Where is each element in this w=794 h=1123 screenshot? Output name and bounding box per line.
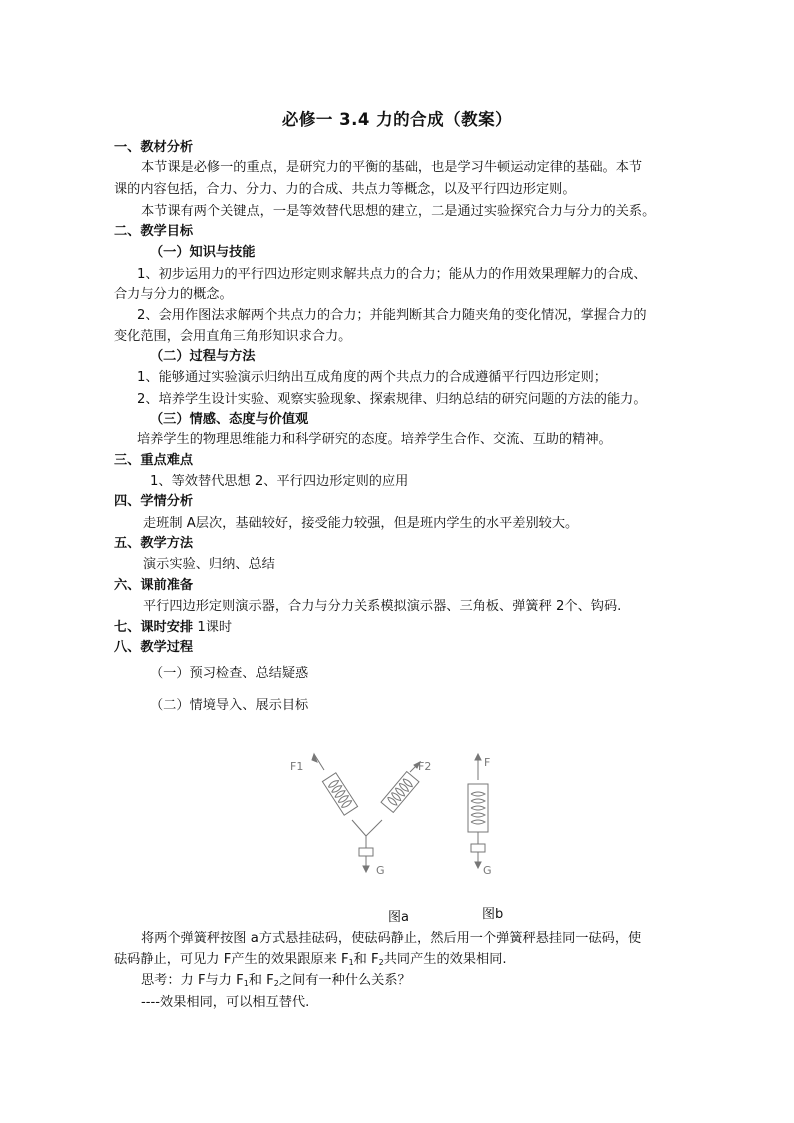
paragraph bbox=[114, 951, 507, 972]
label-f2: F2 bbox=[418, 760, 432, 773]
section-7-line bbox=[114, 619, 232, 637]
subscript: 2 bbox=[378, 958, 384, 967]
right-spring-scale-icon bbox=[381, 772, 419, 813]
paragraph: 本节课是必修一的重点，是研究力的平衡的基础，也是学习牛顿运动定律的基础。本节 bbox=[141, 160, 643, 175]
text-run: 共同产生的效果相同. bbox=[383, 952, 507, 967]
paragraph: 平行四边形定则演示器，合力与分力关系模拟演示器、三角板、弹簧秤 2个、钩码. bbox=[143, 599, 622, 614]
section-heading-1: 一、教材分析 bbox=[114, 140, 194, 155]
text-run: 和 F bbox=[353, 952, 379, 967]
subheading: （三）情感、态度与价值观 bbox=[150, 412, 309, 427]
paragraph: 2、会用作图法求解两个共点力的合力；并能判断其合力随夹角的变化情况，掌握合力的 bbox=[137, 308, 647, 323]
subheading: （一）知识与技能 bbox=[150, 245, 256, 260]
paragraph: 走班制 A层次，基础较好，接受能力较强，但是班内学生的水平差别较大。 bbox=[143, 516, 579, 531]
text-run: 思考：力 F与力 F bbox=[141, 973, 244, 988]
caption-b: 图b bbox=[482, 907, 504, 922]
weight-block-b bbox=[471, 844, 485, 852]
section-heading-6: 六、课前准备 bbox=[114, 578, 194, 593]
text-run: 和 F bbox=[248, 973, 274, 988]
paragraph: 演示实验、归纳、总结 bbox=[143, 557, 275, 572]
process-step: （二）情境导入、展示目标 bbox=[150, 698, 309, 713]
section-heading-4: 四、学情分析 bbox=[114, 494, 194, 509]
single-spring-scale-icon bbox=[468, 784, 488, 832]
section-heading-3: 三、重点难点 bbox=[114, 453, 194, 468]
g-arrow-a-icon bbox=[363, 866, 369, 872]
caption-a: 图a bbox=[388, 910, 409, 925]
section-heading-7: 七、课时安排 bbox=[114, 620, 194, 635]
g-arrow-b-icon bbox=[475, 862, 481, 868]
f1-rope bbox=[314, 754, 324, 770]
subscript: 1 bbox=[348, 958, 354, 967]
section-heading-8: 八、教学过程 bbox=[114, 640, 194, 655]
label-f: F bbox=[484, 756, 491, 769]
right-connector bbox=[366, 820, 382, 836]
label-f1: F1 bbox=[290, 760, 304, 773]
section-heading-5: 五、教学方法 bbox=[114, 536, 194, 551]
paragraph: 2、培养学生设计实验、观察实验现象、探索规律、归纳总结的研究问题的方法的能力。 bbox=[137, 392, 647, 407]
subscript: 1 bbox=[243, 979, 249, 988]
class-hours: 1课时 bbox=[193, 620, 233, 635]
paragraph: 变化范围，会用直角三角形知识求合力。 bbox=[114, 329, 352, 344]
weight-block bbox=[359, 848, 373, 856]
answer: ----效果相同，可以相互替代. bbox=[141, 995, 310, 1010]
page-title: 必修一 3.4 力的合成（教案） bbox=[281, 110, 513, 129]
section-heading-2: 二、教学目标 bbox=[114, 224, 194, 239]
text-run: 之间有一种什么关系？ bbox=[278, 973, 411, 988]
question bbox=[141, 972, 411, 993]
paragraph: 培养学生的物理思维能力和科学研究的态度。培养学生合作、交流、互助的精神。 bbox=[137, 432, 612, 447]
paragraph: 本节课有两个关键点，一是等效替代思想的建立，二是通过实验探究合力与分力的关系。 bbox=[141, 204, 656, 219]
paragraph: 1、初步运用力的平行四边形定则求解共点力的合力；能从力的作用效果理解力的合成、 bbox=[137, 267, 647, 282]
label-g-b: G bbox=[483, 864, 492, 877]
left-connector bbox=[352, 820, 366, 836]
left-spring-scale-icon bbox=[322, 773, 357, 815]
paragraph: 1、能够通过实验演示归纳出互成角度的两个共点力的合成遵循平行四边形定则； bbox=[137, 370, 607, 385]
label-g-a: G bbox=[376, 864, 385, 877]
spring-scale-figure bbox=[290, 752, 530, 932]
subscript: 2 bbox=[273, 979, 279, 988]
f-arrow-icon bbox=[475, 754, 481, 760]
process-step: （一）预习检查、总结疑惑 bbox=[150, 666, 309, 681]
paragraph: 合力与分力的概念。 bbox=[114, 287, 233, 302]
text-run: 砝码静止，可见力 F产生的效果跟原来 F bbox=[114, 952, 349, 967]
paragraph: 1、等效替代思想 2、平行四边形定则的应用 bbox=[150, 474, 409, 489]
paragraph: 将两个弹簧秤按图 a方式悬挂砝码，使砝码静止，然后用一个弹簧秤悬挂同一砝码，使 bbox=[141, 931, 642, 946]
subheading: （二）过程与方法 bbox=[150, 349, 256, 364]
paragraph: 课的内容包括，合力、分力、力的合成、共点力等概念，以及平行四边形定则。 bbox=[114, 182, 576, 197]
